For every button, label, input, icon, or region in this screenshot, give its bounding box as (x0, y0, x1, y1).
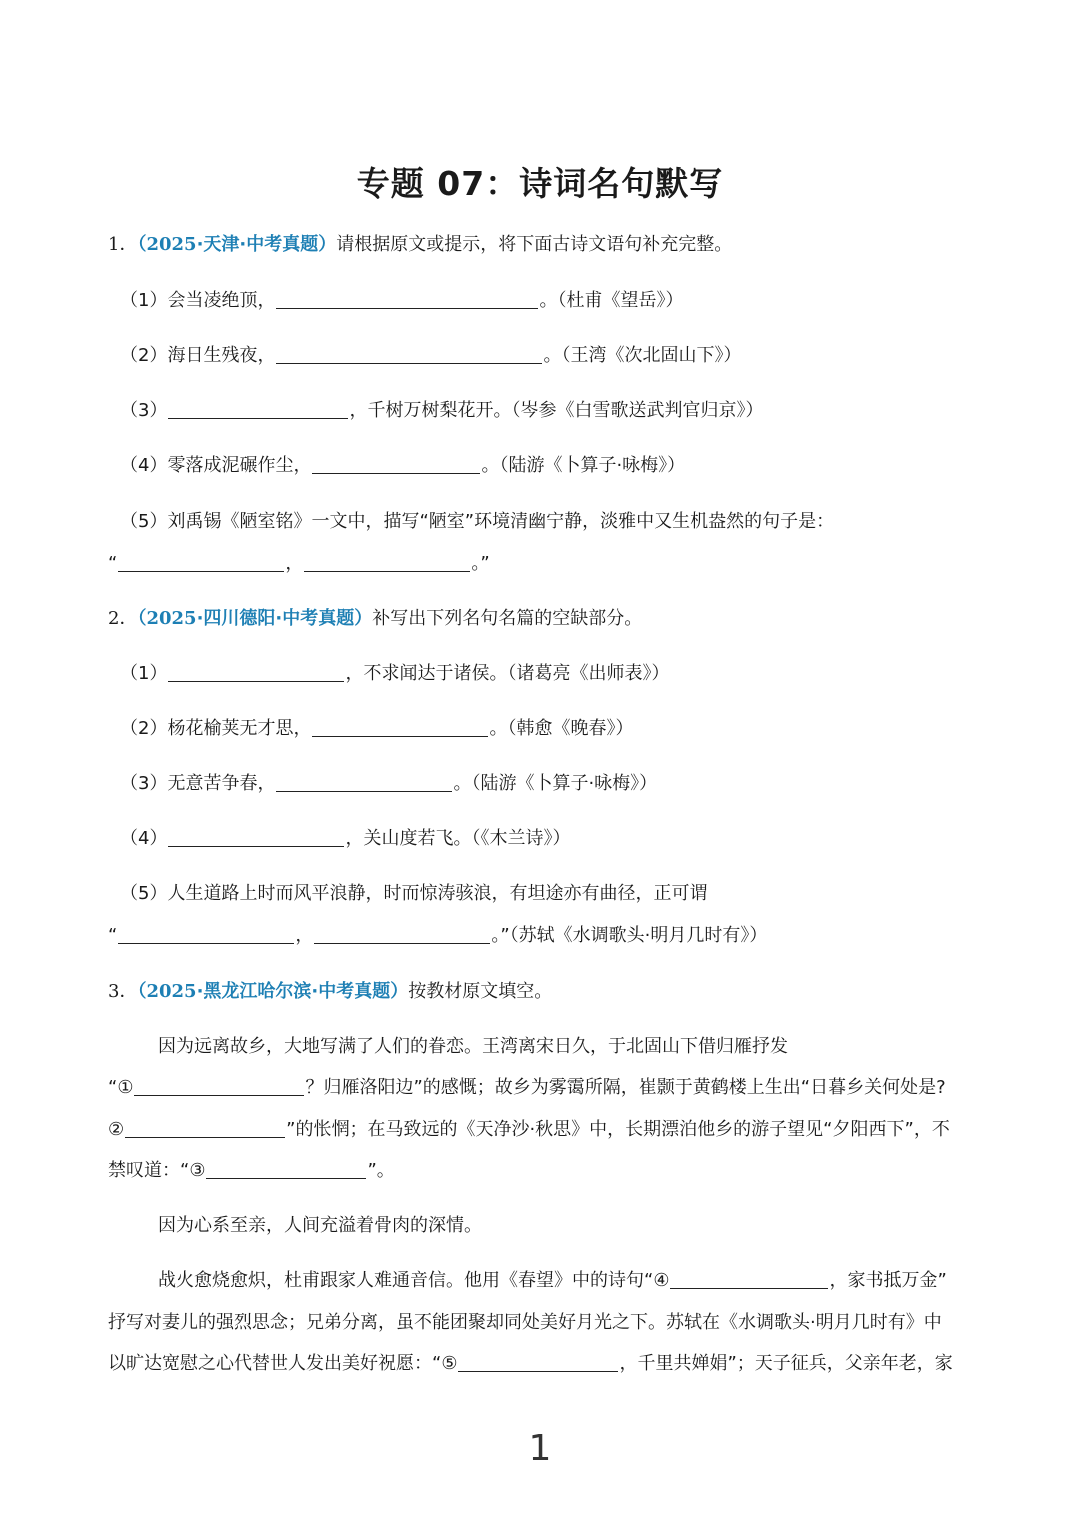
paragraph-line: ② ”的怅惘；在马致远的《天净沙·秋思》中，长期漂泊他乡的游子望见“夕阳西下”，不 (108, 1119, 950, 1140)
question-stem: 按教材原文填空。 (408, 981, 553, 1002)
question-1-item-4: （4）零落成泥碾作尘， 。（陆游《卜算子·咏梅》） (120, 455, 686, 476)
question-2-item-5-line-2: “ ， 。”（苏轼《水调歌头·明月几时有》） (108, 925, 768, 946)
question-2-item-2: （2）杨花榆荚无才思， 。（韩愈《晚春》） (120, 718, 634, 739)
answer-blank[interactable] (276, 288, 538, 309)
question-1-item-5-line-2: “ ， 。” (108, 553, 490, 574)
answer-blank[interactable] (168, 826, 344, 847)
question-number: 3． (108, 981, 138, 1002)
question-1-item-1: （1）会当凌绝顶， 。（杜甫《望岳》） (120, 290, 684, 311)
question-source: （2025·黑龙江哈尔滨·中考真题） (137, 981, 409, 1002)
answer-blank[interactable] (312, 453, 480, 474)
paragraph-line: 因为心系至亲，人间充溢着骨肉的深情。 (158, 1215, 482, 1236)
answer-blank[interactable] (168, 661, 344, 682)
paragraph-line: 以旷达宽慰之心代替世人发出美好祝愿：“⑤ ，千里共婵娟”；天子征兵，父亲年老，家 (108, 1353, 953, 1374)
paragraph-line: 抒写对妻儿的强烈思念；兄弟分离，虽不能团聚却同处美好月光之下。苏轼在《水调歌头·明月几时有》中 (108, 1312, 942, 1333)
question-1-header (108, 232, 732, 258)
answer-blank[interactable] (458, 1351, 618, 1372)
page-title: 专题 07：诗词名句默写 (356, 164, 724, 203)
question-2-item-4: （4） ，关山度若飞。（《木兰诗》） (120, 828, 571, 849)
answer-blank[interactable] (276, 771, 452, 792)
answer-blank[interactable] (168, 398, 348, 419)
paragraph-line: 因为远离故乡，大地写满了人们的眷恋。王湾离宋日久，于北固山下借归雁抒发 (158, 1036, 788, 1057)
answer-blank[interactable] (118, 923, 294, 944)
question-source: （2025·天津·中考真题） (137, 234, 337, 255)
question-2-item-5: （5）人生道路上时而风平浪静，时而惊涛骇浪，有坦途亦有曲径，正可谓 (120, 883, 708, 904)
answer-blank[interactable] (125, 1117, 285, 1138)
question-2-item-3: （3）无意苦争春， 。（陆游《卜算子·咏梅》） (120, 773, 658, 794)
question-2-item-1: （1） ，不求闻达于诸侯。（诸葛亮《出师表》） (120, 663, 670, 684)
question-2-header (108, 606, 642, 632)
question-stem: 请根据原文或提示，将下面古诗文语句补充完整。 (336, 234, 733, 255)
answer-blank[interactable] (134, 1075, 304, 1096)
paragraph-line: “① ？归雁洛阳边”的感慨；故乡为雾霭所隔，崔颢于黄鹤楼上生出“日暮乡关何处是? (108, 1077, 946, 1098)
answer-blank[interactable] (312, 716, 488, 737)
question-3-header (108, 979, 552, 1005)
answer-blank[interactable] (118, 551, 284, 572)
question-source: （2025·四川德阳·中考真题） (137, 608, 373, 629)
answer-blank[interactable] (314, 923, 490, 944)
answer-blank[interactable] (276, 343, 542, 364)
paragraph-line: 战火愈烧愈炽，杜甫跟家人难通音信。他用《春望》中的诗句“④ ，家书抵万金” (158, 1270, 947, 1291)
answer-blank[interactable] (304, 551, 470, 572)
question-1-item-5: （5）刘禹锡《陋室铭》一文中，描写“陋室”环境清幽宁静，淡雅中又生机盎然的句子是： (120, 511, 835, 532)
question-stem: 补写出下列名句名篇的空缺部分。 (372, 608, 643, 629)
paragraph-line: 禁叹道：“③ ”。 (108, 1160, 395, 1181)
page-number: 1 (528, 1428, 552, 1469)
answer-blank[interactable] (670, 1268, 828, 1289)
question-number: 2． (108, 608, 138, 629)
question-1-item-2: （2）海日生残夜， 。（王湾《次北固山下》） (120, 345, 742, 366)
question-number: 1． (108, 234, 138, 255)
answer-blank[interactable] (206, 1158, 366, 1179)
question-1-item-3: （3） ，千树万树梨花开。（岑参《白雪歌送武判官归京》） (120, 400, 764, 421)
